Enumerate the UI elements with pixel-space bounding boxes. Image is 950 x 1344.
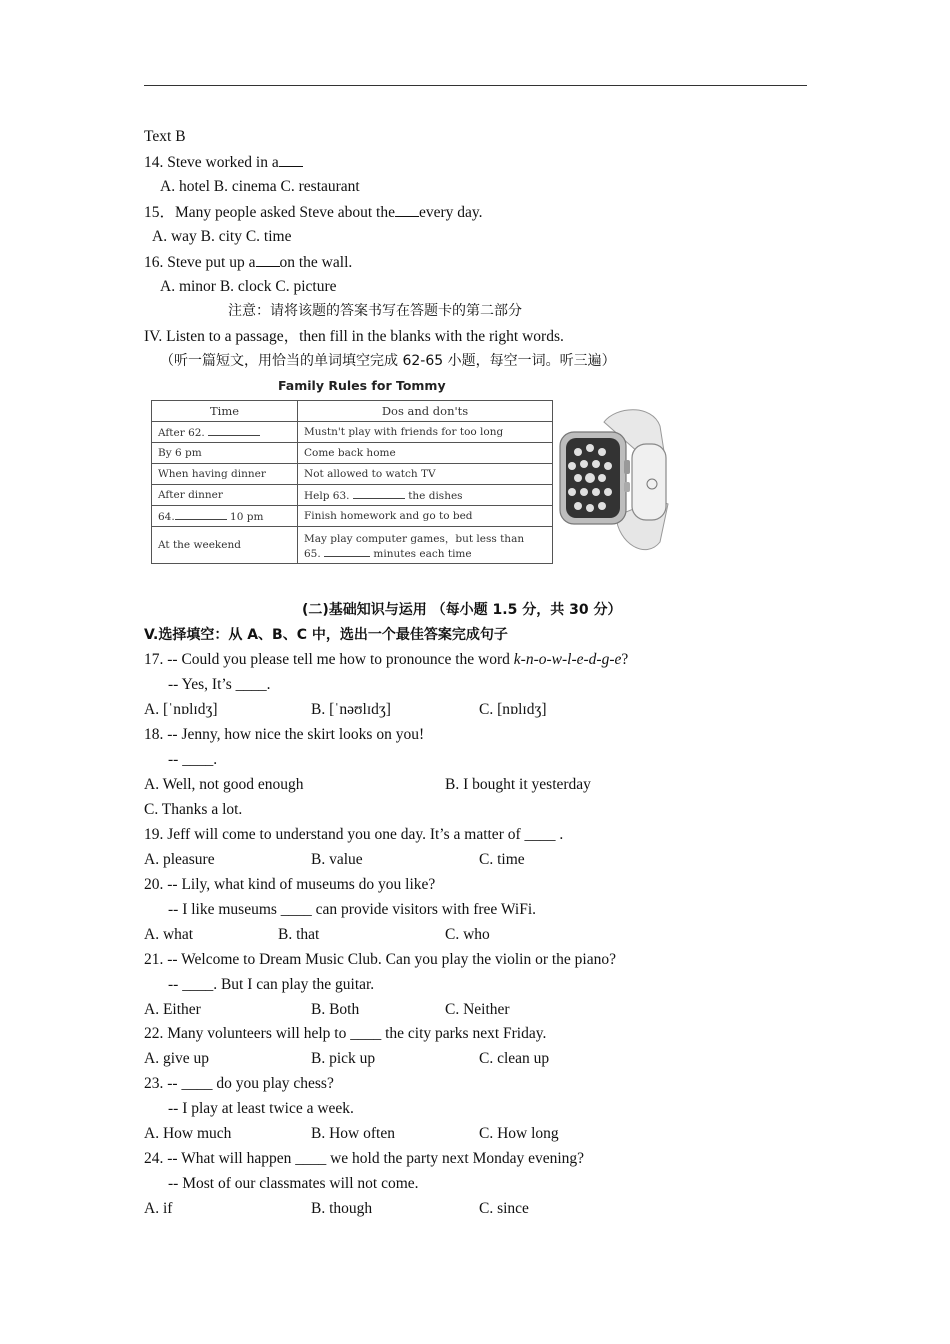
q18-option-b: B. I bought it yesterday: [445, 776, 591, 793]
rule-text: Help 63.: [304, 490, 350, 502]
question-21: 21. -- Welcome to Dream Music Club. Can you play the violin or the piano?: [144, 951, 616, 968]
q23-response: -- I play at least twice a week.: [168, 1100, 354, 1117]
table-row: [152, 527, 553, 564]
question-23: 23. -- ____ do you play chess?: [144, 1075, 334, 1092]
time-text: 64.: [158, 511, 175, 523]
rule-cell: Mustn't play with friends for too long: [298, 422, 553, 443]
time-cell: After dinner: [152, 485, 298, 506]
fill-blank-65: [324, 546, 370, 557]
question-24: 24. -- What will happen ____ we hold the party next Monday evening?: [144, 1150, 585, 1167]
question-17: [144, 650, 628, 670]
rule-cell: [298, 527, 553, 564]
rule-text-end: minutes each time: [373, 547, 472, 560]
q17-word: k-n-o-w-l-e-d-g-e: [513, 651, 622, 668]
q21-option-b: B. Both: [311, 1001, 360, 1018]
q18-response: -- ____.: [168, 751, 218, 768]
q21-option-c: C. Neither: [445, 1001, 510, 1018]
header-dos-donts: Dos and don'ts: [298, 401, 553, 422]
q16-stem: 16. Steve put up a: [144, 254, 256, 271]
table-row: [152, 485, 553, 506]
q17-option-b: B. [ˈnəʊlɪdʒ]: [311, 701, 391, 718]
question-18: 18. -- Jenny, how nice the skirt looks on you!: [144, 726, 425, 743]
question-20: 20. -- Lily, what kind of museums do you like?: [144, 876, 436, 893]
time-cell: [152, 422, 298, 443]
answer-blank: [256, 252, 280, 267]
time-cell: At the weekend: [152, 527, 298, 564]
q20-option-b: B. that: [278, 926, 320, 943]
answer-blank: [395, 202, 419, 217]
table-header-row: [152, 401, 553, 422]
header-rule: [144, 85, 807, 86]
q23-option-a: A. How much: [144, 1125, 232, 1142]
q17-option-a: A. [ˈnɒlɪdʒ]: [144, 701, 218, 718]
rule-cell: Not allowed to watch TV: [298, 464, 553, 485]
header-time: Time: [152, 401, 298, 422]
question-19: 19. Jeff will come to understand you one day. It’s a matter of ____ .: [144, 826, 564, 843]
q14-options: A. hotel B. cinema C. restaurant: [160, 178, 360, 195]
q24-option-a: A. if: [144, 1200, 173, 1217]
rule-cell: Finish homework and go to bed: [298, 506, 553, 527]
q16-stem-end: on the wall.: [279, 254, 353, 271]
rule-line-2: [304, 546, 546, 560]
q19-option-a: A. pleasure: [144, 851, 215, 868]
fill-blank-64: [175, 509, 227, 520]
q17-response: -- Yes, It’s ____.: [168, 676, 271, 693]
q17-stem: 17. -- Could you please tell me how to pronounce the word: [144, 651, 514, 668]
q18-option-a: A. Well, not good enough: [144, 776, 304, 793]
rule-line-1: May play computer games，but less than: [304, 532, 525, 545]
time-text-end: 10 pm: [230, 511, 264, 523]
time-cell: When having dinner: [152, 464, 298, 485]
answer-note: 注意：请将该题的答案书写在答题卡的第二部分: [228, 303, 522, 319]
q24-option-b: B. though: [311, 1200, 373, 1217]
q18-option-c: C. Thanks a lot.: [144, 801, 243, 818]
q15-stem: 15．Many people asked Steve about the: [144, 204, 395, 221]
section-5-title: V.选择填空：从 A、B、C 中，选出一个最佳答案完成句子: [144, 627, 508, 643]
q14-stem: 14. Steve worked in a: [144, 154, 279, 171]
question-14: [144, 152, 303, 173]
q17-stem-end: ?: [621, 651, 629, 668]
question-22: 22. Many volunteers will help to ____ the city parks next Friday.: [144, 1025, 547, 1042]
q24-response: -- Most of our classmates will not come.: [168, 1175, 419, 1192]
table-row: [152, 506, 553, 527]
text-b-heading: Text B: [144, 128, 186, 145]
section-4-title: IV. Listen to a passage，then fill in the blanks with the right words.: [144, 328, 564, 345]
fill-blank-63: [353, 488, 405, 499]
rule-text-end: the dishes: [408, 490, 463, 502]
time-cell: [152, 506, 298, 527]
answer-blank: [279, 152, 303, 167]
q20-option-a: A. what: [144, 926, 194, 943]
q21-response: -- ____. But I can play the guitar.: [168, 976, 375, 993]
fill-blank-62: [208, 425, 260, 436]
q17-option-c: C. [nɒlɪdʒ]: [479, 701, 547, 718]
table-row: [152, 443, 553, 464]
family-rules-table: [151, 400, 553, 564]
q15-options: A. way B. city C. time: [152, 228, 292, 245]
q22-option-a: A. give up: [144, 1050, 210, 1067]
table-row: [152, 422, 553, 443]
q23-option-c: C. How long: [479, 1125, 559, 1142]
rule-cell: Come back home: [298, 443, 553, 464]
rule-text: 65.: [304, 547, 321, 560]
part-2-title: (二)基础知识与运用 （每小题 1.5 分，共 30 分）: [302, 602, 622, 618]
q23-option-b: B. How often: [311, 1125, 395, 1142]
smartwatch-illustration: [556, 404, 682, 564]
q24-option-c: C. since: [479, 1200, 529, 1217]
time-text: After 62.: [158, 427, 205, 439]
rule-cell: [298, 485, 553, 506]
question-16: [144, 252, 352, 273]
q16-options: A. minor B. clock C. picture: [160, 278, 337, 295]
q21-option-a: A. Either: [144, 1001, 201, 1018]
table-title: Family Rules for Tommy: [278, 378, 446, 393]
q19-option-b: B. value: [311, 851, 363, 868]
q19-option-c: C. time: [479, 851, 525, 868]
q22-option-b: B. pick up: [311, 1050, 376, 1067]
q20-response: -- I like museums ____ can provide visitors with free WiFi.: [168, 901, 537, 918]
section-4-instruction: （听一篇短文，用恰当的单词填空完成 62-65 小题，每空一词。听三遍）: [160, 353, 616, 369]
question-15: [144, 202, 483, 223]
q22-option-c: C. clean up: [479, 1050, 550, 1067]
table-row: [152, 464, 553, 485]
time-cell: By 6 pm: [152, 443, 298, 464]
q20-option-c: C. who: [445, 926, 490, 943]
q15-stem-end: every day.: [418, 204, 483, 221]
